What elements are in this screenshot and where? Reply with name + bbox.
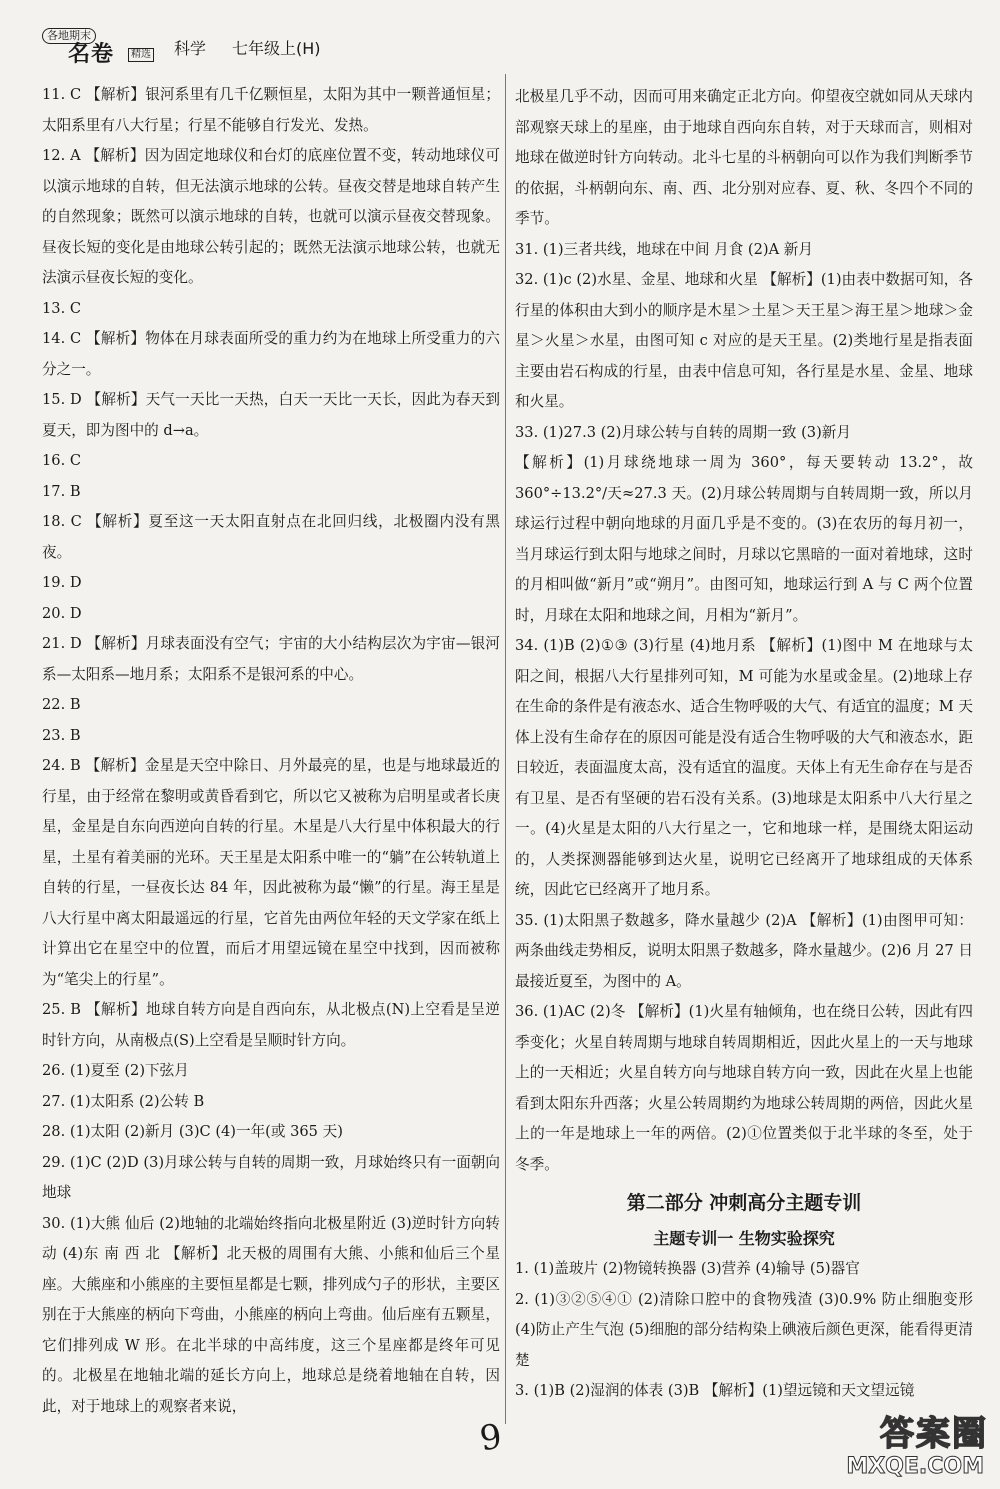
answer-item: 【解析】(1)月球绕地球一周为 360°，每天要转动 13.2°，故 360°÷13.2°/天≈27.3 天。(2)月球公转周期与自转周期一致，所以月球运行过程中朝向地球的月面几乎是不变的。(3)在农历的每月初一，当月球运行到太阳与地球之间时，月球以它黑暗的一面对着地球，这时的月相叫做“新月”或“朔月”。由图可知，地球运行到 A 与 C 两个位置时，月球在太阳和地球之间，月相为“新月”。: [515, 454, 973, 624]
answer-item: 30. (1)大熊 仙后 (2)地轴的北端始终指向北极星附近 (3)逆时针方向转动 (4)东 南 西 北 【解析】北天极的周围有大熊、小熊和仙后三个星座。大熊座和小熊座的主要恒星都是七颗，排列成勺子的形状，主要区别在于大熊座的柄向下弯曲，小熊座的柄向上弯曲。仙后座有五颗星，它们排列成 W 形。在北半球的中高纬度，这三个星座都是终年可见的。北极星在地轴北端的延长方向上，地球总是绕着地轴在自转，因此，对于地球上的观察者来说，: [42, 1214, 500, 1415]
answer-item: 29. (1)C (2)D (3)月球公转与自转的周期一致，月球始终只有一面朝向地球: [42, 1153, 500, 1201]
grade-label: 七年级上(H): [232, 38, 321, 58]
answer-item: 18. C 【解析】夏至这一天太阳直射点在北回归线，北极圈内没有黑夜。: [42, 513, 500, 561]
answer-item: 3. (1)B (2)湿润的体表 (3)B 【解析】(1)望远镜和天文望远镜: [515, 1382, 915, 1399]
answer-item: 14. C 【解析】物体在月球表面所受的重力约为在地球上所受重力的六分之一。: [42, 330, 500, 378]
column-divider: [505, 74, 506, 1424]
answer-item: 16. C: [42, 452, 82, 469]
answer-item: 21. D 【解析】月球表面没有空气；宇宙的大小结构层次为宇宙—银河系—太阳系—地月系；太阳系不是银河系的中心。: [42, 635, 500, 683]
logo-top-text: 各地期末: [42, 28, 96, 44]
answer-item: 15. D 【解析】天气一天比一天热，白天一天比一天长，因此为春天到夏天，即为图中的 d→a。: [42, 391, 500, 439]
answer-item: 32. (1)c (2)水星、金星、地球和火星 【解析】(1)由表中数据可知，各行星的体积由大到小的顺序是木星＞土星＞天王星＞海王星＞地球＞金星＞火星＞水星，由图可知 c 对应的是天王星。(2)类地行星是指表面主要由岩石构成的行星，由表中信息可知，各行星是水星、金星、地球和火星。: [515, 271, 973, 410]
page-header: [40, 28, 321, 66]
logo-sub-text: 精选: [128, 48, 154, 62]
answer-item: 23. B: [42, 726, 81, 744]
right-column: [515, 82, 973, 1407]
part-title: 第二部分 冲刺高分主题专训: [626, 1192, 862, 1214]
answer-item: 36. (1)AC (2)冬 【解析】(1)火星有轴倾角，也在绕日公转，因此有四季变化；火星自转周期与地球自转周期相近，因此火星上的一天与地球上的一天相近；火星自转方向与地球自转方向一致，因此在火星上也能看到太阳东升西落；火星公转周期约为地球公转周期的两倍，因此火星上的一年是地球上一年的两倍。(2)①位置类似于北半球的冬至，处于冬季。: [515, 1003, 973, 1173]
answer-item: 13. C: [42, 299, 82, 317]
answer-item: 12. A 【解析】因为固定地球仪和台灯的底座位置不变，转动地球仪可以演示地球的自转，但无法演示地球的公转。昼夜交替是地球自转产生的自然现象；既然可以演示地球的自转，也就可以演示昼夜交替现象。昼夜长短的变化是由地球公转引起的；既然无法演示地球公转，也就无法演示昼夜长短的变化。: [42, 147, 500, 286]
answer-item: 北极星几乎不动，因而可用来确定正北方向。仰望夜空就如同从天球内部观察天球上的星座，由于地球自西向东自转，对于天球而言，则相对地球在做逆时针方向转动。北斗七星的斗柄朝向可以作为我们判断季节的依据，斗柄朝向东、南、西、北分别对应春、夏、秋、冬四个不同的季节。: [515, 88, 973, 227]
answer-item: 34. (1)B (2)①③ (3)行星 (4)地月系 【解析】(1)图中 M 在地球与太阳之间，根据八大行星排列可知，M 可能为水星或金星。(2)地球上存在生命的条件是有液态水、适合生物呼吸的大气、有适宜的温度；M 天体上没有生命存在的原因可能是没有适合生物呼吸的大气和液态水，距日较近，表面温度太高，没有适宜的温度。天体上有无生命存在与是否有卫星、是否有坚硬的岩石没有关系。(3)地球是太阳系中八大行星之一。(4)火星是太阳的八大行星之一，它和地球一样，是围绕太阳运动的，人类探测器能够到达火星，说明它已经离开了地球组成的天体系统，因此它已经离开了地月系。: [515, 637, 973, 898]
answer-item: 28. (1)太阳 (2)新月 (3)C (4)一年(或 365 天): [42, 1123, 343, 1140]
answer-item: 31. (1)三者共线，地球在中间 月食 (2)A 新月: [515, 240, 813, 258]
page-number: 9: [477, 1416, 505, 1460]
subject-label: 科学: [174, 38, 207, 58]
answer-item: 35. (1)太阳黑子数越多，降水量越少 (2)A 【解析】(1)由图甲可知：两条曲线走势相反，说明太阳黑子数越多，降水量越少。(2)6 月 27 日最接近夏至，为图中的 A。: [515, 911, 973, 990]
answer-item: 19. D: [42, 574, 82, 591]
answer-item: 26. (1)夏至 (2)下弦月: [42, 1062, 189, 1079]
answer-item: 22. B: [42, 696, 81, 713]
answer-item: 33. (1)27.3 (2)月球公转与自转的周期一致 (3)新月: [515, 423, 851, 441]
topic-title: 主题专训一 生物实验探究: [653, 1229, 835, 1248]
watermark-url-text: MXQE.COM: [846, 1454, 984, 1479]
book-logo: [40, 28, 162, 66]
answer-item: 1. (1)盖玻片 (2)物镜转换器 (3)营养 (4)输导 (5)器官: [515, 1260, 860, 1277]
site-watermark: [813, 1406, 988, 1481]
answer-item: 11. C 【解析】银河系里有几千亿颗恒星，太阳为其中一颗普通恒星；太阳系里有八大行星；行星不能够自行发光、发热。: [42, 86, 500, 134]
answer-item: 24. B 【解析】金星是天空中除日、月外最亮的星，也是与地球最近的行星，由于经常在黎明或黄昏看到它，所以它又被称为启明星或者长庚星，金星是自东向西逆向自转的行星。木星是八大行星中体积最大的行星，土星有着美丽的光环。天王星是太阳系中唯一的“躺”在公转轨道上自转的行星，一昼夜长达 84 年，因此被称为最“懒”的行星。海王星是八大行星中离太阳最遥远的行星，它首先由两位年轻的天文学家在纸上计算出它在星空中的位置，而后才用望远镜在星空中找到，因而被称为“笔尖上的行星”。: [42, 757, 500, 988]
logo-main-text: 名卷: [68, 41, 115, 67]
watermark-logo-text: 答案圈: [880, 1414, 988, 1454]
answer-item: 2. (1)③②⑤④① (2)清除口腔中的食物残渣 (3)0.9% 防止细胞变形 (4)防止产生气泡 (5)细胞的部分结构染上碘液后颜色更深，能看得更清楚: [515, 1290, 973, 1369]
answer-item: 25. B 【解析】地球自转方向是自西向东，从北极点(N)上空看是呈逆时针方向，从南极点(S)上空看是呈顺时针方向。: [42, 1001, 500, 1049]
answer-item: 17. B: [42, 482, 81, 500]
left-column: [42, 80, 500, 1422]
answer-item: 27. (1)太阳系 (2)公转 B: [42, 1092, 205, 1110]
answer-item: 20. D: [42, 604, 82, 622]
